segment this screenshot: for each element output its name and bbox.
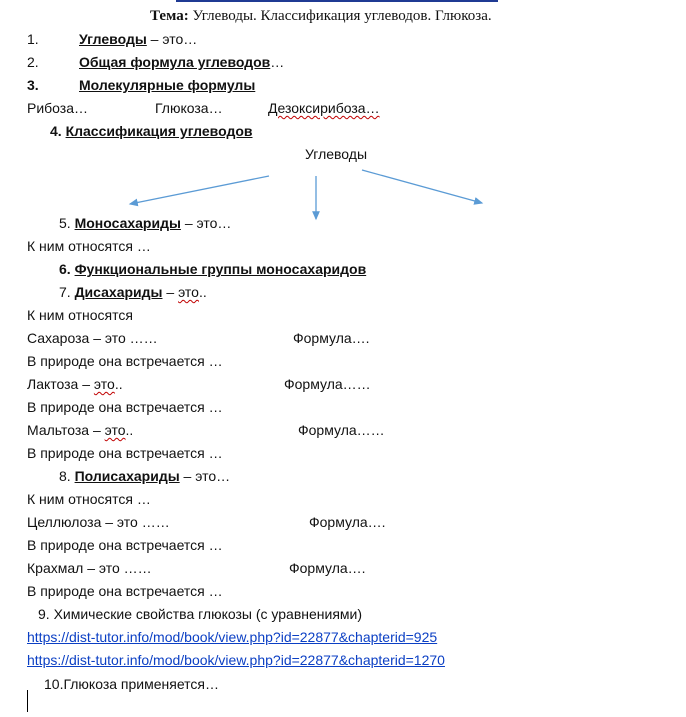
list-item-5: 5. Моносахариды – это… bbox=[59, 215, 232, 231]
term-polysaccharides: Полисахариды bbox=[74, 468, 180, 484]
maltose-formula: Формула…… bbox=[298, 422, 385, 438]
term-functional-groups: Функциональные группы моносахаридов bbox=[74, 261, 367, 277]
maltose-text: Мальтоза – это.. bbox=[27, 422, 134, 438]
formula-ribose: Рибоза… bbox=[27, 100, 89, 116]
sucrose-formula: Формула…. bbox=[293, 330, 370, 346]
note-mono: К ним относятся … bbox=[27, 238, 151, 254]
arrow-left bbox=[130, 176, 269, 204]
text-cursor[interactable] bbox=[27, 690, 28, 712]
formula-glucose: Глюкоза… bbox=[155, 100, 223, 116]
starch-formula: Формула…. bbox=[289, 560, 366, 576]
term-molecular-formulas: Молекулярные формулы bbox=[79, 77, 256, 93]
item-number: 2. bbox=[27, 54, 39, 70]
nature-note: В природе она встречается … bbox=[27, 399, 223, 415]
sucrose-text: Сахароза – это …… bbox=[27, 330, 158, 346]
term-general-formula: Общая формула углеводов bbox=[79, 54, 271, 70]
link-chapter-1270[interactable]: https://dist-tutor.info/mod/book/view.php?id=22877&chapterid=1270 bbox=[27, 652, 445, 668]
title-text: Углеводы. Классификация углеводов. Глюкоза. bbox=[192, 8, 492, 24]
list-item-8: 8. Полисахариды – это… bbox=[59, 468, 231, 484]
item-number: 1. bbox=[27, 31, 39, 47]
diagram-root-label: Углеводы bbox=[305, 146, 368, 162]
link-chapter-925[interactable]: https://dist-tutor.info/mod/book/view.php?id=22877&chapterid=925 bbox=[27, 629, 438, 645]
nature-note: В природе она встречается … bbox=[27, 583, 223, 599]
nature-note: В природе она встречается … bbox=[27, 353, 223, 369]
item-number: 3. bbox=[27, 77, 39, 93]
list-item-7: 7. Дисахариды – это.. bbox=[59, 284, 207, 300]
list-item-9: 9. Химические свойства глюкозы (с уравнениями) bbox=[38, 606, 363, 622]
nature-note: В природе она встречается … bbox=[27, 445, 223, 461]
term-disaccharides: Дисахариды bbox=[74, 284, 163, 300]
lactose-formula: Формула…… bbox=[284, 376, 371, 392]
note-poly: К ним относятся … bbox=[27, 491, 151, 507]
term-carbohydrates: Углеводы bbox=[79, 31, 147, 47]
term-monosaccharides: Моносахариды bbox=[74, 215, 181, 231]
arrow-right bbox=[362, 170, 482, 203]
cellulose-text: Целлюлоза – это …… bbox=[27, 514, 170, 530]
note-di: К ним относятся bbox=[27, 307, 133, 323]
item-text: … bbox=[270, 54, 285, 70]
formula-deoxyribose: Дезоксирибоза… bbox=[268, 100, 380, 116]
nature-note: В природе она встречается … bbox=[27, 537, 223, 553]
item-text: – это… bbox=[146, 31, 198, 47]
term-classification: Классификация углеводов bbox=[65, 123, 253, 139]
list-item-6: 6. Функциональные группы моносахаридов bbox=[59, 261, 367, 277]
cellulose-formula: Формула…. bbox=[309, 514, 386, 530]
item-number: 4. bbox=[50, 123, 62, 139]
starch-text: Крахмал – это …… bbox=[27, 560, 152, 576]
lactose-text: Лактоза – это.. bbox=[27, 376, 123, 392]
title-label: Тема: bbox=[150, 8, 189, 24]
list-item-10: 10.Глюкоза применяется… bbox=[44, 676, 219, 692]
